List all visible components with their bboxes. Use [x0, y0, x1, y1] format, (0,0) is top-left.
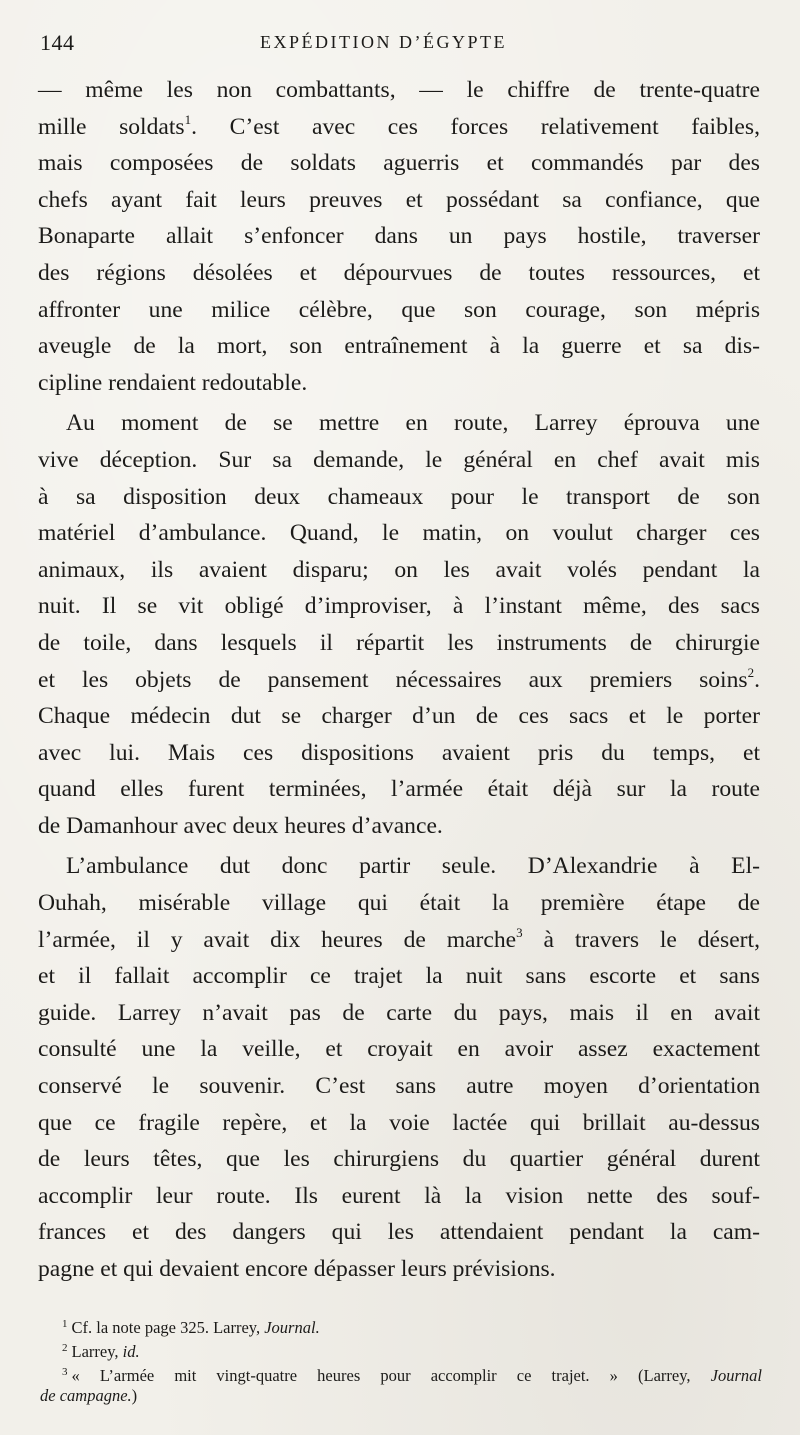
- text-line: des régions désolées et dépourvues de toutes ressources, et: [38, 259, 760, 286]
- text-line: — même les non combattants, — le chiffre de trente-quatre: [38, 77, 760, 103]
- footnote-italic: Journal.: [264, 1318, 320, 1337]
- text-segment: .: [754, 666, 760, 693]
- text-segment: à travers le désert,: [522, 926, 760, 953]
- text-line: aveugle de la mort, son entraînement à la guerre et sa dis-: [38, 333, 760, 360]
- footnote-1: [40, 1312, 762, 1336]
- footnote-text: Larrey,: [71, 1342, 123, 1361]
- footnote-mark: 2: [62, 1342, 68, 1354]
- text-segment: l’armée, il y avait dix heures de marche: [38, 926, 517, 953]
- footnote-italic: de campagne.: [40, 1386, 132, 1405]
- text-line: [38, 922, 760, 959]
- text-line: que ce fragile repère, et la voie lactée qui brillait au-dessus: [38, 1109, 760, 1136]
- footnote-2: [40, 1336, 762, 1360]
- footnote-text: ): [131, 1386, 138, 1405]
- footnote-mark: 3: [62, 1366, 68, 1378]
- text-line: de Damanhour avec deux heures d’avance.: [38, 812, 443, 839]
- footnote-ref: 2: [747, 664, 755, 680]
- text-segment: mille soldats: [38, 113, 185, 140]
- text-line: [38, 662, 760, 699]
- running-head: [40, 30, 760, 64]
- text-line: quand elles furent terminées, l’armée était déjà sur la route: [38, 776, 760, 803]
- text-line: matériel d’ambulance. Quand, le matin, on voulut charger ces: [38, 520, 760, 547]
- footnote-3: [40, 1360, 762, 1384]
- text-line: chefs ayant fait leurs preuves et possédant sa confiance, que: [38, 186, 760, 213]
- text-line: cipline rendaient redoutable.: [38, 369, 308, 396]
- text-line: consulté une la veille, et croyait en avoir assez exactement: [38, 1036, 760, 1063]
- text-line: [38, 109, 760, 146]
- footnote-italic: Journal: [710, 1366, 762, 1385]
- footnote-ref: 1: [184, 111, 192, 127]
- text-segment: et les objets de pansement nécessaires aux premiers soins: [38, 666, 748, 693]
- text-line: pagne et qui devaient encore dépasser leurs prévisions.: [38, 1256, 556, 1282]
- paragraph-1: [38, 72, 760, 401]
- footnote-italic: id.: [122, 1342, 140, 1361]
- text-segment: . C’est avec ces forces relativement faibles,: [191, 113, 760, 140]
- footnote-mark: 1: [62, 1318, 68, 1330]
- text-line: mais composées de soldats aguerris et commandés par des: [38, 150, 760, 177]
- running-title: EXPÉDITION D’ÉGYPTE: [260, 32, 507, 52]
- paragraph-2: [38, 405, 760, 844]
- text-line: avec lui. Mais ces dispositions avaient pris du temps, et: [38, 739, 760, 766]
- text-line: animaux, ils avaient disparu; on les avait volés pendant la: [38, 556, 760, 583]
- footnote-3-continuation: [40, 1384, 762, 1408]
- text-line: et il fallait accomplir ce trajet la nuit sans escorte et sans: [38, 963, 760, 990]
- text-line: Ouhah, misérable village qui était la première étape de: [38, 890, 760, 917]
- text-line: Chaque médecin dut se charger d’un de ces sacs et le porter: [38, 703, 760, 730]
- text-line: accomplir leur route. Ils eurent là la vision nette des souf-: [38, 1182, 760, 1209]
- text-line: de toile, dans lesquels il répartit les instruments de chirurgie: [38, 629, 760, 656]
- text-line: Au moment de se mettre en route, Larrey éprouva une: [66, 410, 760, 437]
- text-line: Bonaparte allait s’enfoncer dans un pays hostile, traverser: [38, 223, 760, 250]
- text-line: vive déception. Sur sa demande, le général en chef avait mis: [38, 446, 760, 473]
- footnote-ref: 3: [516, 924, 523, 940]
- text-line: de leurs têtes, que les chirurgiens du quartier général durent: [38, 1146, 760, 1173]
- text-line: L’ambulance dut donc partir seule. D’Alexandrie à El-: [66, 853, 760, 880]
- text-line: à sa disposition deux chameaux pour le transport de son: [38, 483, 760, 510]
- text-line: guide. Larrey n’avait pas de carte du pays, mais il en avait: [38, 999, 760, 1026]
- body-text: [38, 72, 760, 1288]
- text-line: nuit. Il se vit obligé d’improviser, à l’instant même, des sacs: [38, 593, 760, 620]
- text-line: affronter une milice célèbre, que son courage, son mépris: [38, 296, 760, 323]
- page-number: 144: [40, 30, 75, 55]
- footnote-text: Cf. la note page 325. Larrey,: [71, 1318, 265, 1337]
- footnotes: [40, 1312, 762, 1408]
- text-line: frances et des dangers qui les attendaient pendant la cam-: [38, 1219, 760, 1246]
- text-line: conservé le souvenir. C’est sans autre moyen d’orientation: [38, 1073, 760, 1100]
- paragraph-3: [38, 848, 760, 1287]
- footnote-text: « L’armée mit vingt-quatre heures pour accomplir ce trajet. » (Larrey,: [71, 1366, 711, 1385]
